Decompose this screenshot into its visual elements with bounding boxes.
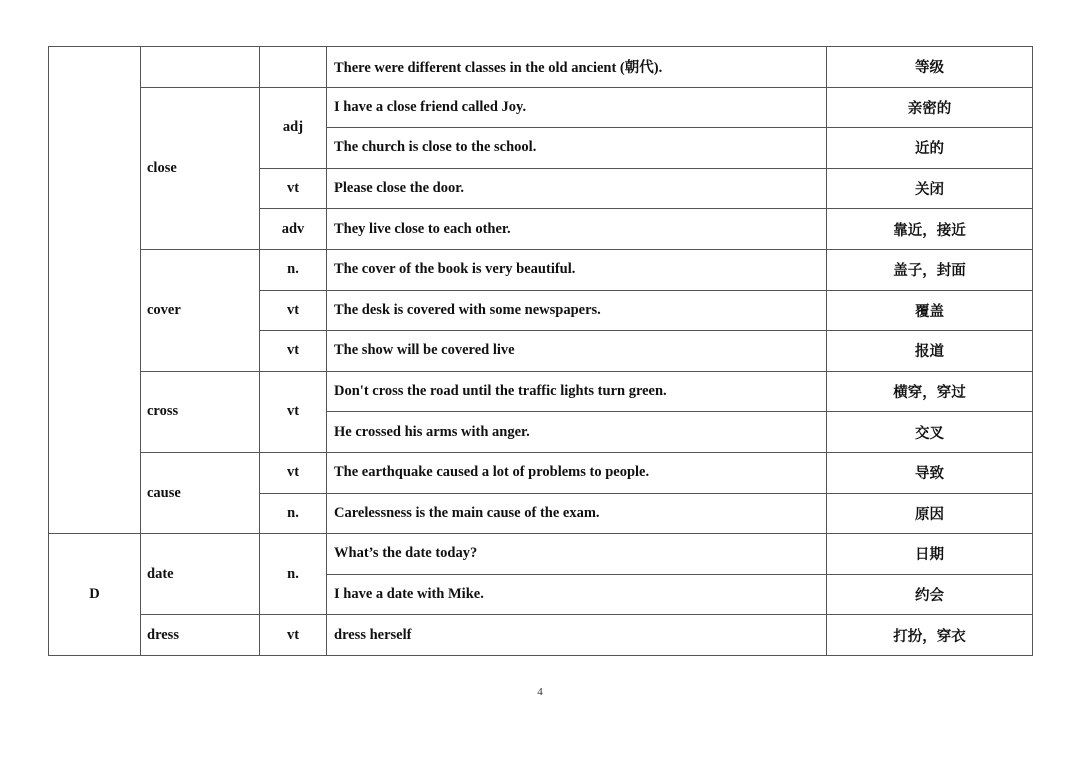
meaning-cell: 覆盖 [827, 290, 1033, 331]
table-row [49, 249, 1033, 290]
example-sentence-cell: There were different classes in the old ancient (朝代). [327, 47, 827, 88]
meaning-cell: 横穿，穿过 [827, 371, 1033, 412]
table-row [49, 87, 1033, 128]
meaning-cell: 近的 [827, 128, 1033, 169]
example-sentence-cell: I have a date with Mike. [327, 574, 827, 615]
meaning-cell: 导致 [827, 452, 1033, 493]
example-sentence-cell: I have a close friend called Joy. [327, 87, 827, 128]
part-of-speech-cell: n. [260, 493, 327, 534]
meaning-cell: 等级 [827, 47, 1033, 88]
word-cell: date [141, 534, 260, 615]
part-of-speech-cell: vt [260, 331, 327, 372]
meaning-cell: 打扮，穿衣 [827, 615, 1033, 656]
example-sentence-cell: Carelessness is the main cause of the exam. [327, 493, 827, 534]
example-sentence-cell: They live close to each other. [327, 209, 827, 250]
part-of-speech-cell: n. [260, 249, 327, 290]
part-of-speech-cell: vt [260, 371, 327, 452]
example-sentence-cell: The church is close to the school. [327, 128, 827, 169]
meaning-cell: 盖子，封面 [827, 249, 1033, 290]
meaning-cell: 交叉 [827, 412, 1033, 453]
meaning-cell: 报道 [827, 331, 1033, 372]
letter-group-cell: D [49, 534, 141, 656]
example-sentence-cell: dress herself [327, 615, 827, 656]
page-number: 4 [537, 686, 543, 698]
table-row [49, 615, 1033, 656]
meaning-cell: 日期 [827, 534, 1033, 575]
word-cell: close [141, 87, 260, 249]
word-cell: dress [141, 615, 260, 656]
part-of-speech-cell [260, 47, 327, 88]
part-of-speech-cell: adv [260, 209, 327, 250]
table-row [49, 534, 1033, 575]
part-of-speech-cell: vt [260, 452, 327, 493]
example-sentence-cell: The show will be covered live [327, 331, 827, 372]
example-sentence-cell: Don't cross the road until the traffic lights turn green. [327, 371, 827, 412]
meaning-cell: 原因 [827, 493, 1033, 534]
example-sentence-cell: The earthquake caused a lot of problems to people. [327, 452, 827, 493]
word-cell: cover [141, 249, 260, 371]
example-sentence-cell: What’s the date today? [327, 534, 827, 575]
part-of-speech-cell: vt [260, 615, 327, 656]
part-of-speech-cell: n. [260, 534, 327, 615]
table-row [49, 371, 1033, 412]
word-cell: cause [141, 452, 260, 533]
example-sentence-cell: The desk is covered with some newspapers. [327, 290, 827, 331]
letter-group-cell [49, 47, 141, 534]
word-cell: cross [141, 371, 260, 452]
part-of-speech-cell: vt [260, 168, 327, 209]
meaning-cell: 亲密的 [827, 87, 1033, 128]
word-cell [141, 47, 260, 88]
part-of-speech-cell: adj [260, 87, 327, 168]
meaning-cell: 约会 [827, 574, 1033, 615]
meaning-cell: 靠近，接近 [827, 209, 1033, 250]
example-sentence-cell: He crossed his arms with anger. [327, 412, 827, 453]
table-row [49, 452, 1033, 493]
example-sentence-cell: The cover of the book is very beautiful. [327, 249, 827, 290]
part-of-speech-cell: vt [260, 290, 327, 331]
vocabulary-table [48, 46, 1033, 656]
example-sentence-cell: Please close the door. [327, 168, 827, 209]
table-row [49, 47, 1033, 88]
meaning-cell: 关闭 [827, 168, 1033, 209]
